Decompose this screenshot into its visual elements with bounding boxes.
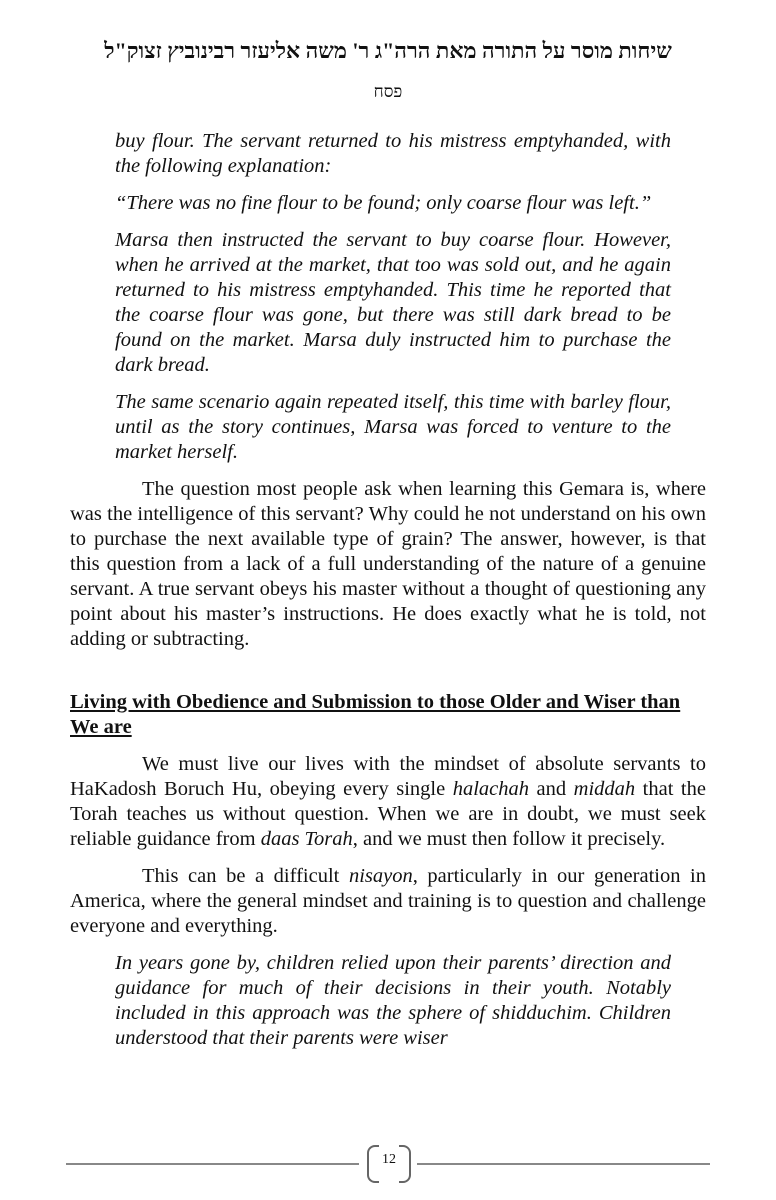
body-paragraph: The question most people ask when learning this Gemara is, where was the intelligence of this servant? Why could he not understand on his own to purchase the next available type of grain? The answer, however, is that this question from a lack of a full understanding of the nature of a genuine servant. A true servant obeys his master without a thought of questioning any point about his master’s instructions. He does exactly what he is told, not adding or subtracting. (70, 478, 706, 650)
quote-paragraph: “There was no fine flour to be found; only coarse flour was left.” (115, 192, 652, 214)
body-paragraph (70, 864, 706, 939)
text-run: This can be a difficult (142, 865, 349, 887)
text-run: and (529, 778, 574, 800)
italic-term: nisayon (348, 865, 413, 887)
quote-paragraph: In years gone by, children relied upon their parents’ direction and guidance for much of their decisions in their youth. Notably included in this approach was the sphere of shidduchim. Children understood that their parents were wiser (115, 952, 671, 1049)
quote-paragraph: buy flour. The servant returned to his mistress emptyhanded, with the following explanation: (115, 130, 671, 177)
text-run: We must live our lives with the mindset of absolute servants to HaKadosh Boruch Hu, obeying every single (70, 753, 706, 800)
footer-rule-right (417, 1163, 710, 1165)
italic-term: middah (573, 778, 636, 800)
running-header-subtitle: פסח (373, 82, 403, 101)
text-run: , particularly in our generation in America, where the general mindset and training is to question and challenge everyone and everything. (70, 865, 706, 937)
page-number: 12 (382, 1152, 396, 1167)
body-paragraph (70, 752, 706, 852)
italic-term: daas Torah (260, 828, 353, 850)
footer-rule-left (66, 1163, 359, 1165)
quote-paragraph: The same scenario again repeated itself, this time with barley flour, until as the story continues, Marsa was forced to venture to the market herself. (115, 391, 671, 463)
page-number-bracket-right (399, 1145, 411, 1183)
italic-term: halachah (452, 778, 530, 800)
section-heading: Living with Obedience and Submission to those Older and Wiser than We are (70, 691, 681, 738)
text-run: that the Torah teaches us without question. When we are in doubt, we must seek reliable guidance from (70, 778, 706, 850)
page-footer (66, 1143, 710, 1183)
running-header-title: שיחות מוסר על התורה מאת הרה"ג ר' משה אליעזר רבינוביץ זצוק"ל (104, 38, 672, 63)
page-body (70, 129, 706, 1063)
text-run: , and we must then follow it precisely. (352, 828, 666, 850)
quote-paragraph: Marsa then instructed the servant to buy coarse flour. However, when he arrived at the market, that too was sold out, and he again returned to his mistress emptyhanded. This time he reported that the coarse flour was gone, but there was still dark bread to be found on the market. Marsa duly instructed him to purchase the dark bread. (115, 229, 671, 376)
